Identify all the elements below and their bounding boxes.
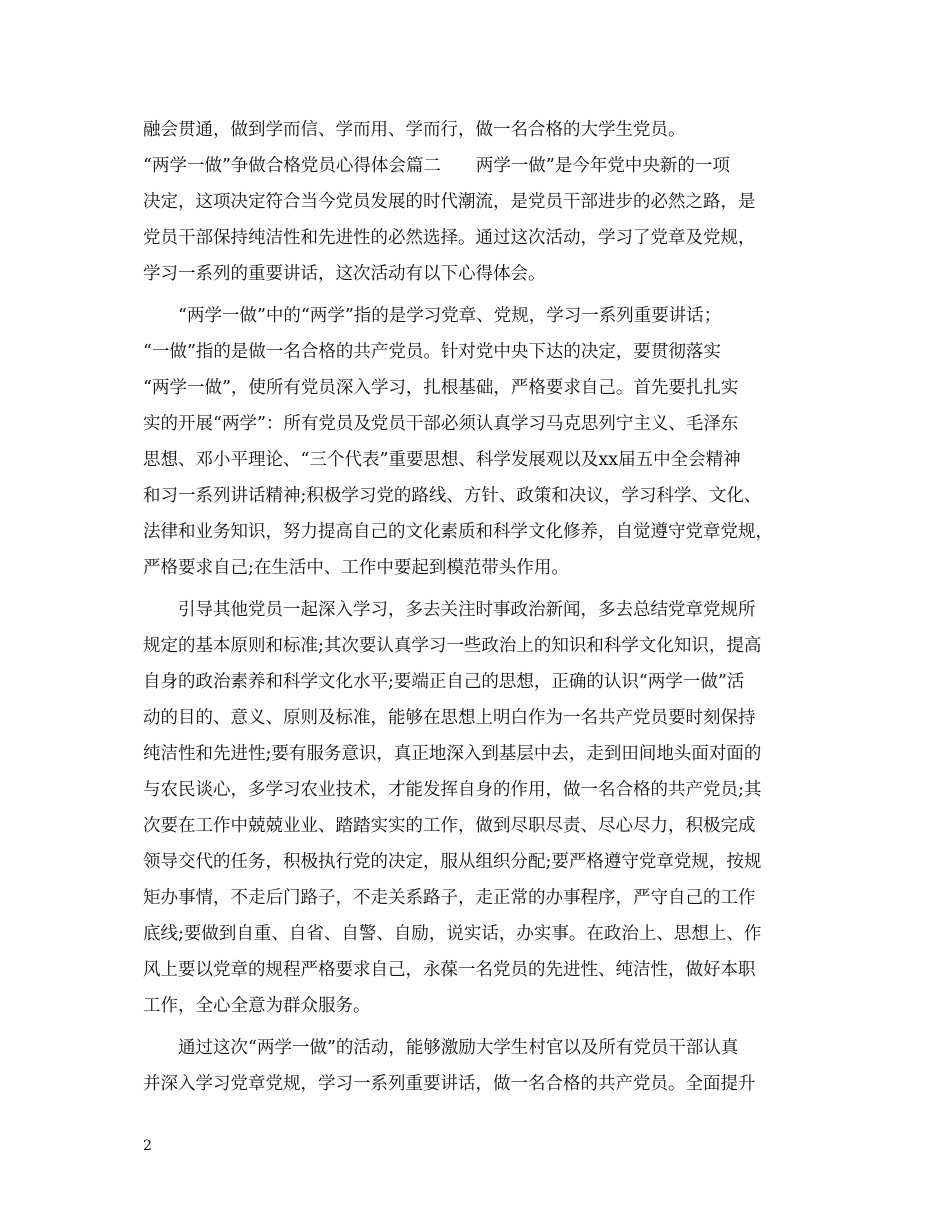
document-body [143, 112, 815, 1102]
text-line: 领导交代的任务，积极执行党的决定，服从组织分配;要严格遵守党章党规，按规 [143, 852, 762, 872]
text-line: 学习一系列的重要讲话，这次活动有以下心得体会。 [143, 264, 546, 284]
text-line: “两学一做”，使所有党员深入学习，扎根基础，严格要求自己。首先要扎扎实 [143, 378, 739, 398]
text-line: 与农民谈心，多学习农业技术，才能发挥自身的作用，做一名合格的共产党员;其 [143, 780, 762, 800]
text-line: 和习一系列讲话精神;积极学习党的路线、方针、政策和决议，学习科学、文化、 [143, 486, 762, 506]
text-line: 严格要求自己;在生活中、工作中要起到模范带头作用。 [143, 558, 569, 578]
text-line: 并深入学习党章党规，学习一系列重要讲话，做一名合格的共产党员。全面提升 [143, 1074, 756, 1094]
text-line: 工作，全心全意为群众服务。 [143, 996, 371, 1016]
text-line: 纯洁性和先进性;要有服务意识，真正地深入到基层中去，走到田间地头面对面的 [143, 744, 762, 764]
text-line: 矩办事情，不走后门路子，不走关系路子，走正常的办事程序，严守自己的工作 [143, 888, 756, 908]
text-line: 次要在工作中兢兢业业、踏踏实实的工作，做到尽职尽责、尽心尽力，积极完成 [143, 816, 756, 836]
page-number: 2 [143, 1138, 152, 1154]
text-line: 动的目的、意义、原则及标准，能够在思想上明白作为一名共产党员要时刻保持 [143, 708, 756, 728]
text-line: 自身的政治素养和科学文化水平;要端正自己的思想，正确的认识“两学一做”活 [143, 672, 745, 692]
text-line: 法律和业务知识，努力提高自己的文化素质和科学文化修养，自觉遵守党章党规， [143, 522, 773, 542]
text-line: 党员干部保持纯洁性和先进性的必然选择。通过这次活动，学习了党章及党规， [143, 228, 756, 248]
text-line: “一做”指的是做一名合格的共产党员。针对党中央下达的决定，要贯彻落实 [143, 342, 721, 362]
text-line: 思想、邓小平理论、“三个代表”重要思想、科学发展观以及xx届五中全会精神 [143, 450, 741, 470]
text-line: “两学一做”中的“两学”指的是学习党章、党规，学习一系列重要讲话； [143, 306, 722, 326]
text-line: 通过这次“两学一做”的活动，能够激励大学生村官以及所有党员干部认真 [143, 1038, 739, 1058]
text-line: 引导其他党员一起深入学习，多去关注时事政治新闻，多去总结党章党规所 [143, 600, 756, 620]
text-line: 规定的基本原则和标准;其次要认真学习一些政治上的知识和科学文化知识，提高 [143, 636, 762, 656]
text-line: 风上要以党章的规程严格要求自己，永葆一名党员的先进性、纯洁性，做好本职 [143, 960, 756, 980]
text-line: 决定，这项决定符合当今党员发展的时代潮流，是党员干部进步的必然之路，是 [143, 192, 756, 212]
text-line: 底线;要做到自重、自省、自警、自励，说实话，办实事。在政治上、思想上、作 [143, 924, 762, 944]
text-line: 融会贯通，做到学而信、学而用、学而行，做一名合格的大学生党员。 [143, 120, 686, 140]
text-line: “两学一做”争做合格党员心得体会篇二 两学一做”是今年党中央新的一项 [143, 156, 730, 176]
text-line: 实的开展“两学”：所有党员及党员干部必须认真学习马克思列宁主义、毛泽东 [143, 414, 739, 434]
